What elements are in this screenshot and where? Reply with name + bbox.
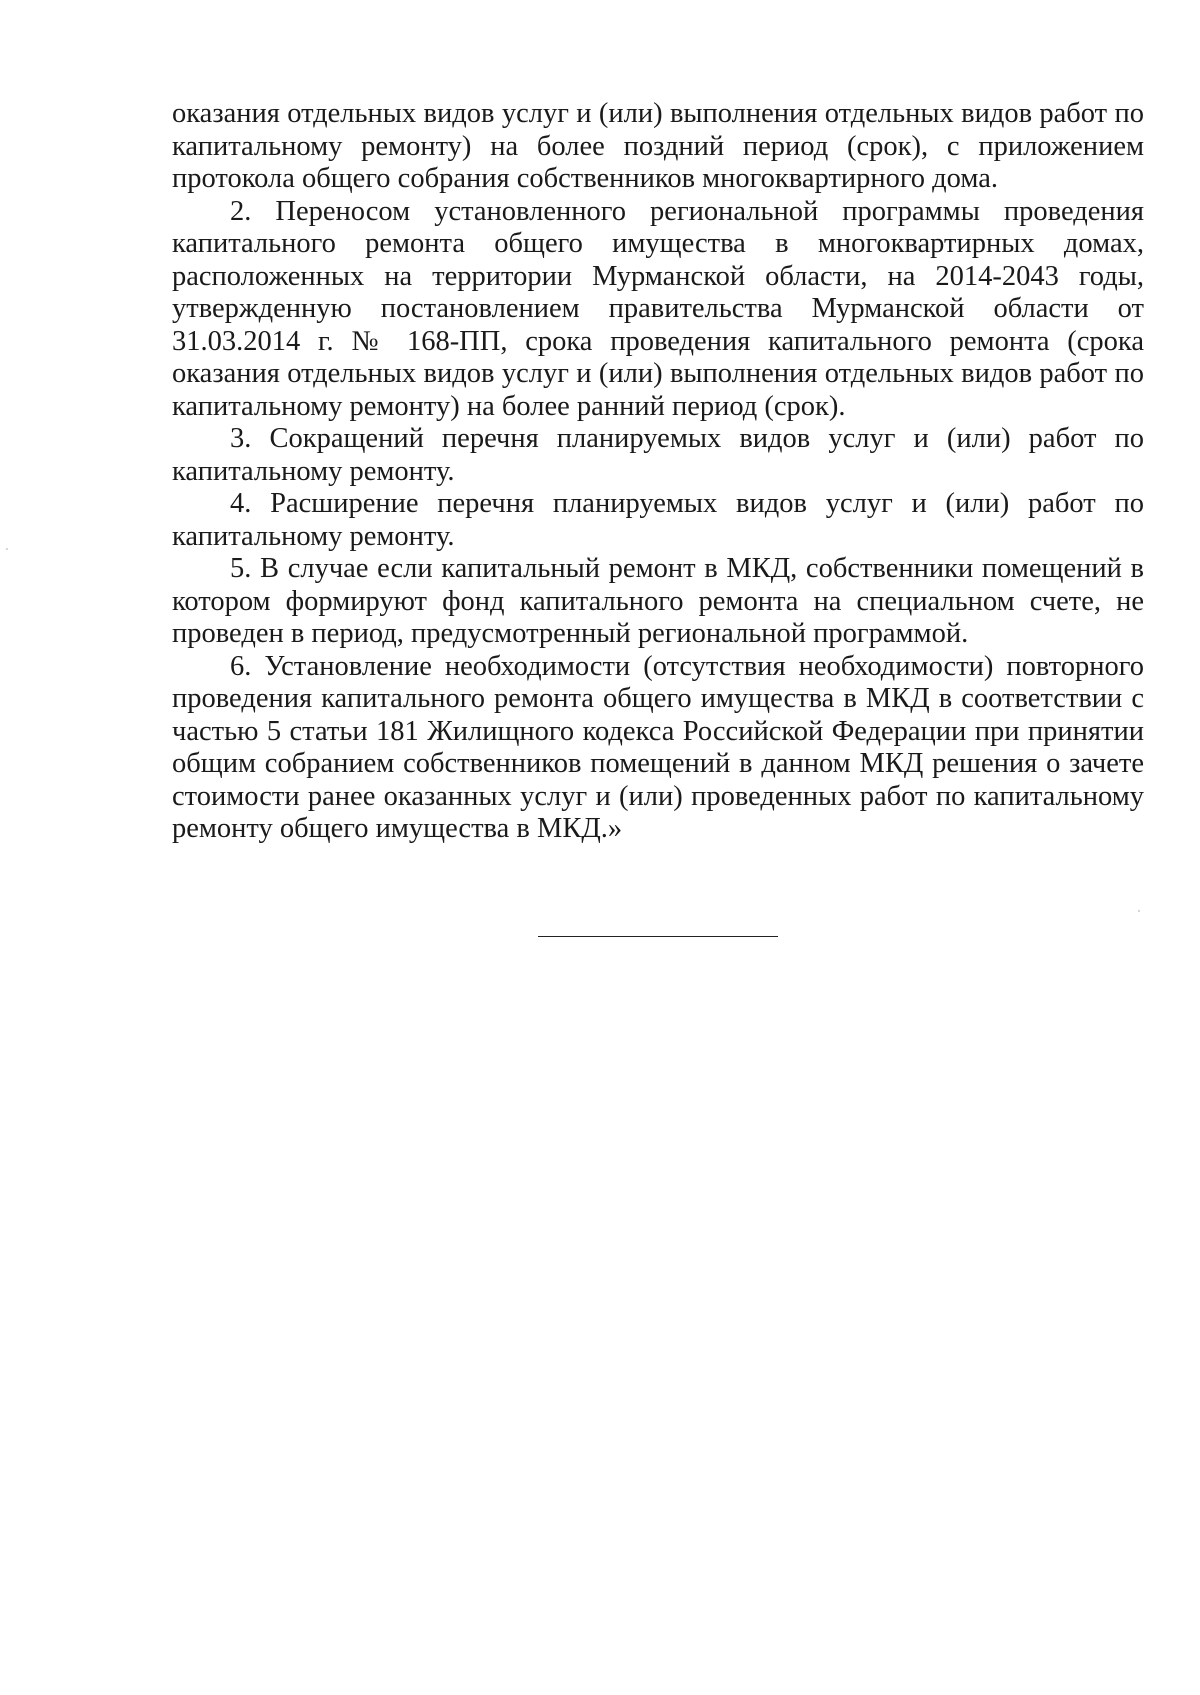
scan-speck [1138, 910, 1140, 912]
paragraph-item-3: 3. Сокращений перечня планируемых видов услуг и (или) работ по капитальному ремонту. [172, 423, 1144, 487]
paragraph-item-6: 6. Установление необходимости (отсутствия необходимости) повторного проведения капитального ремонта общего имущества в МКД в соответствии с частью 5 статьи 181 Жилищного кодекса Российской Федерации при принятии общим собранием собственников помещений в данном МКД решения о зачете стоимости ранее оказанных услуг и (или) проведенных работ по капитальному ремонту общего имущества в МКД.» [172, 650, 1144, 844]
scan-speck [6, 548, 8, 550]
end-of-text-rule [538, 936, 778, 937]
paragraph-continuation: оказания отдельных видов услуг и (или) выполнения отдельных видов работ по капитальному ремонту) на более поздний период (срок), с приложением протокола общего собрания собственников многоквартирного дома. [172, 98, 1144, 194]
document-body [172, 98, 1144, 846]
paragraph-item-4: 4. Расширение перечня планируемых видов услуг и (или) работ по капитальному ремонту. [172, 488, 1144, 552]
paragraph-item-5: 5. В случае если капитальный ремонт в МКД, собственники помещений в котором формируют фонд капитального ремонта на специальном счете, не проведен в период, предусмотренный региональной программой. [172, 553, 1144, 649]
paragraph-item-2: 2. Переносом установленного региональной программы проведения капитального ремонта общего имущества в многоквартирных домах, расположенных на территории Мурманской области, на 2014-2043 годы, утвержденную постановлением правительства Мурманской области от 31.03.2014 г. № 168-ПП, срока проведения капитального ремонта (срока оказания отдельных видов услуг и (или) выполнения отдельных видов работ по капитальному ремонту) на более ранний период (срок). [172, 195, 1144, 422]
